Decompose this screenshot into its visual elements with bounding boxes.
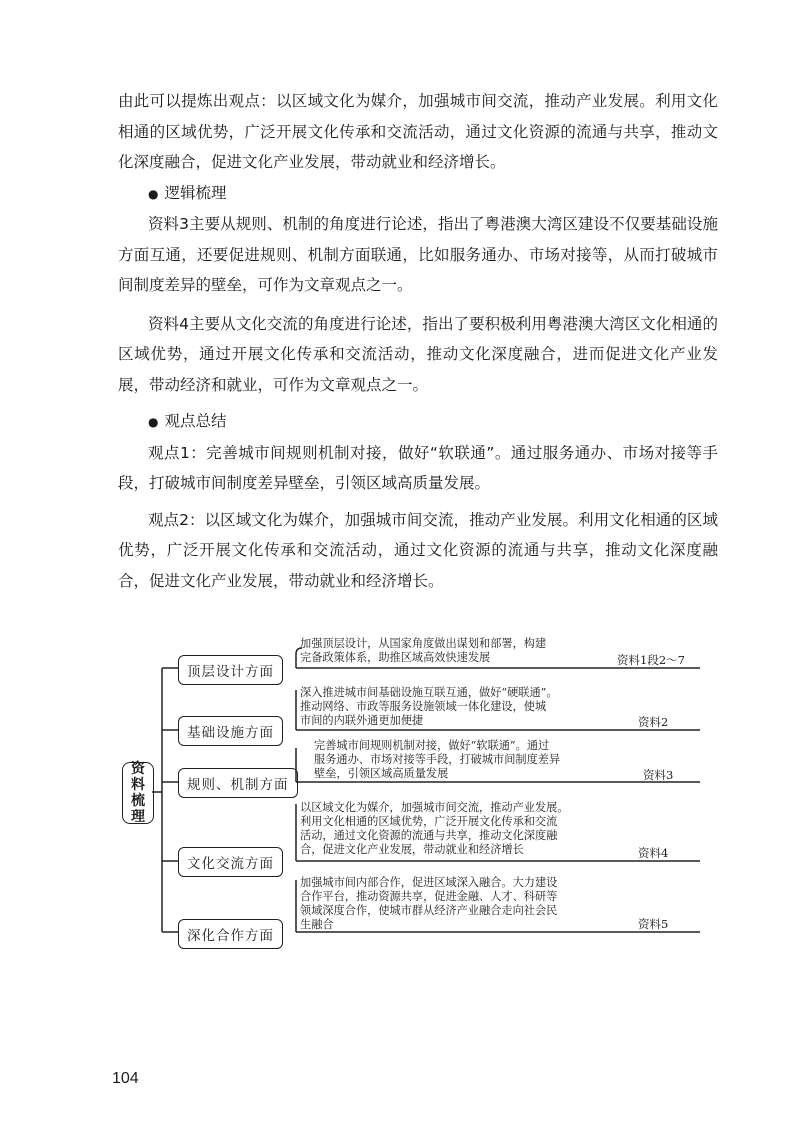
detail-top-level-design: 加强顶层设计，从国家角度做出谋划和部署，构建 完备政策体系，助推区域高效快速发展: [300, 637, 547, 664]
main-text: [118, 86, 718, 596]
source-label: 资料3: [643, 768, 674, 782]
paragraph-intro: 由此可以提炼出观点：以区域文化为媒介，加强城市间交流，推动产业发展。利用文化相通的区域优势，广泛开展文化传承和交流活动，通过文化资源的流通与共享，推动文化深度融合，促进文化产业发展，带动就业和经济增长。: [118, 92, 718, 171]
detail-rules-mechanisms: 完善城市间规则机制对接，做好“软联通”。通过 服务通办、市场对接等手段，打破城市间制度差异 壁垒，引领区域高质量发展: [314, 739, 561, 780]
page-number: 104: [112, 1070, 139, 1087]
root-char: 梳: [131, 793, 145, 809]
source-label: 资料4: [638, 846, 669, 860]
paragraph-view-2: 观点2：以区域文化为媒介，加强城市间交流，推动产业发展。利用文化相通的区域优势，广泛开展文化传承和交流活动，通过文化资源的流通与共享，推动文化深度融合，促进文化产业发展，带动就业和经济增长。: [118, 510, 718, 590]
detail-deepen-cooperation: 加强城市间内部合作，促进区域深入融合。大力建设 合作平台，推动资源共享，促进金融、人才、科研等 领域深度合作，使城市群从经济产业融合走向社会民 生融合: [300, 876, 558, 931]
root-char: 资: [131, 761, 145, 777]
source-label: 资料2: [638, 715, 669, 729]
source-label: 资料5: [638, 917, 669, 931]
source-label: 资料1段2～7: [617, 653, 685, 667]
branch-top-level-design: 顶层设计方面: [178, 655, 283, 685]
paragraph-view-1: 观点1：完善城市间规则机制对接，做好“软联通”。通过服务通办、市场对接等手段，打破城市间制度差异壁垒，引领区域高质量发展。: [118, 443, 718, 492]
branch-deepen-cooperation: 深化合作方面: [178, 919, 283, 949]
root-char: 理: [131, 809, 145, 825]
heading-logic: ● 逻辑梳理: [118, 178, 718, 210]
detail-infrastructure: 深入推进城市间基础设施互联互通，做好“硬联通”。 推动网络、市政等服务设施领域一体化建设，使城 市间的内联外通更加便捷: [300, 686, 558, 727]
detail-cultural-exchange: 以区域文化为媒介，加强城市间交流，推动产业发展。 利用文化相通的区域优势，广泛开展文化传承和交流 活动，通过文化资源的流通与共享，推动文化深度融 合，促进文化产业发展，带动就业和经济增长: [300, 801, 569, 856]
paragraph-material-4: 资料4主要从文化交流的角度进行论述，指出了要积极利用粤港澳大湾区文化相通的区域优势，通过开展文化传承和交流活动，推动文化深度融合，进而促进文化产业发展，带动经济和就业，可作为文章观点之一。: [118, 314, 718, 394]
branch-rules-mechanisms: 规则、机制方面: [178, 768, 298, 798]
heading-summary: ● 观点总结: [118, 406, 718, 438]
branch-infrastructure: 基础设施方面: [178, 716, 283, 746]
mindmap-root: [122, 762, 154, 824]
paragraph-material-3: 资料3主要从规则、机制的角度进行论述，指出了粤港澳大湾区建设不仅要基础设施方面互通，还要促进规则、机制方面联通，比如服务通办、市场对接等，从而打破城市间制度差异的壁垒，可作为文章观点之一。: [118, 215, 718, 294]
root-char: 料: [131, 777, 145, 793]
branch-cultural-exchange: 文化交流方面: [178, 847, 283, 877]
